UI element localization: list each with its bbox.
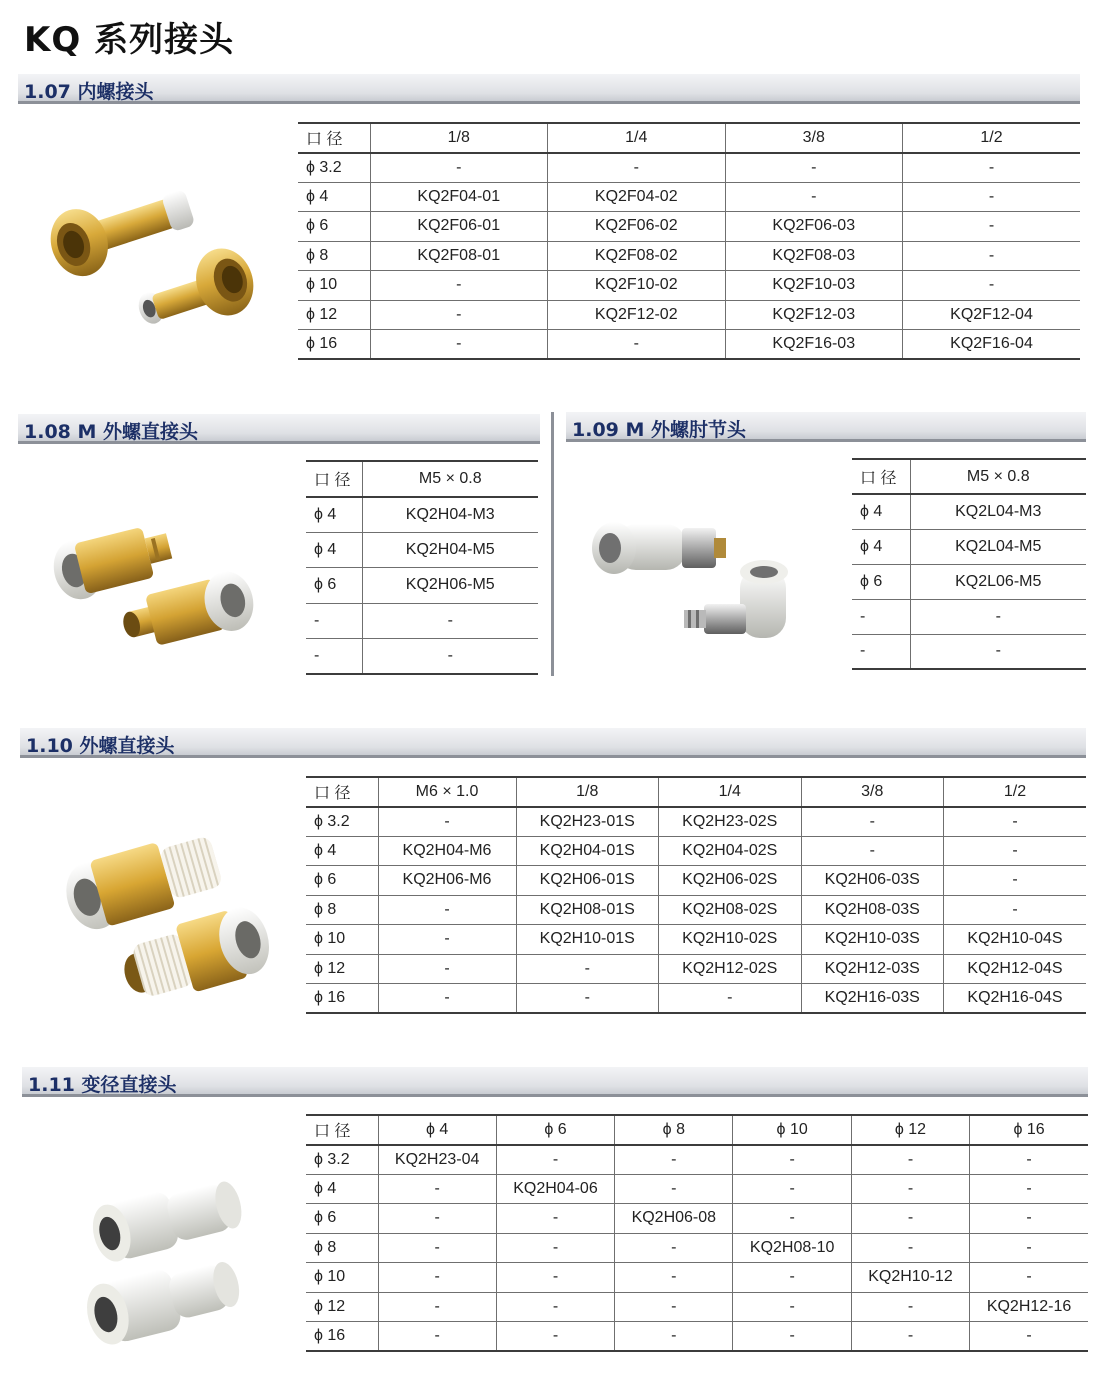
section-title-1-11: 1.11 变径直接头 (28, 1074, 177, 1096)
column-header: ϕ 6 (496, 1115, 614, 1145)
column-header: 1/4 (659, 777, 802, 807)
table-row (852, 564, 1086, 599)
table-row (306, 1292, 1088, 1322)
part-number-cell: - (944, 866, 1087, 896)
part-number-cell: KQ2F16-04 (903, 330, 1081, 360)
section-bar-1-09 (566, 412, 1086, 442)
part-number-cell: - (903, 241, 1081, 271)
part-number-cell: KQ2H04-M5 (362, 532, 538, 568)
part-number-cell: - (944, 807, 1087, 837)
bore-size-cell: ϕ 4 (852, 529, 910, 564)
part-number-cell: - (378, 895, 516, 925)
table-row (298, 330, 1080, 360)
part-number-cell: - (378, 1292, 496, 1322)
part-number-cell: KQ2H23-02S (659, 807, 802, 837)
table-row (298, 153, 1080, 183)
table-row (306, 1204, 1088, 1234)
part-number-cell: - (378, 1263, 496, 1293)
part-number-cell: - (548, 330, 726, 360)
bore-size-cell: ϕ 16 (306, 1322, 378, 1352)
table-row (298, 271, 1080, 301)
part-number-cell: - (903, 153, 1081, 183)
bore-size-cell: ϕ 8 (298, 241, 370, 271)
part-number-cell: - (944, 836, 1087, 866)
table-row (306, 568, 538, 604)
column-header: 1/8 (516, 777, 659, 807)
spec-table-1-09 (852, 458, 1086, 670)
bore-size-cell: ϕ 6 (306, 1204, 378, 1234)
part-number-cell: KQ2H04-M3 (362, 497, 538, 533)
part-number-cell: - (910, 634, 1086, 669)
bore-size-cell: ϕ 12 (306, 1292, 378, 1322)
part-number-cell: - (851, 1322, 969, 1352)
part-number-cell: KQ2L04-M3 (910, 494, 1086, 529)
part-number-cell: - (615, 1292, 733, 1322)
table-row (306, 1233, 1088, 1263)
part-number-cell: - (801, 807, 944, 837)
part-number-cell: - (496, 1204, 614, 1234)
bore-size-cell: - (306, 603, 362, 639)
part-number-cell: - (970, 1322, 1088, 1352)
bore-size-cell: ϕ 10 (306, 925, 378, 955)
section-bar-1-08 (18, 414, 540, 444)
part-number-cell: - (370, 330, 548, 360)
part-number-cell: KQ2H06-02S (659, 866, 802, 896)
bore-size-cell: ϕ 8 (306, 895, 378, 925)
bore-size-cell: ϕ 12 (306, 954, 378, 984)
part-number-cell: KQ2H06-08 (615, 1204, 733, 1234)
bore-size-cell: ϕ 10 (298, 271, 370, 301)
table-row (306, 925, 1086, 955)
part-number-cell: KQ2F10-03 (725, 271, 903, 301)
column-header: ϕ 4 (378, 1115, 496, 1145)
spec-table-1-11 (306, 1114, 1088, 1352)
column-header: 3/8 (801, 777, 944, 807)
bore-size-cell: ϕ 10 (306, 1263, 378, 1293)
part-number-cell: - (378, 954, 516, 984)
table-row (298, 300, 1080, 330)
part-number-cell: KQ2H10-12 (851, 1263, 969, 1293)
part-number-cell: - (733, 1263, 851, 1293)
part-number-cell: KQ2H23-01S (516, 807, 659, 837)
brass-male-connector-photo (50, 818, 270, 1008)
column-header: 1/2 (903, 123, 1081, 153)
part-number-cell: - (378, 807, 516, 837)
part-number-cell: - (851, 1292, 969, 1322)
part-number-cell: - (733, 1322, 851, 1352)
part-number-cell: - (496, 1145, 614, 1175)
table-row (306, 807, 1086, 837)
table-header-row (298, 123, 1080, 153)
part-number-cell: - (903, 212, 1081, 242)
part-number-cell: - (725, 182, 903, 212)
column-header: 1/8 (370, 123, 548, 153)
column-header: ϕ 8 (615, 1115, 733, 1145)
part-number-cell: KQ2H04-02S (659, 836, 802, 866)
column-header: ϕ 16 (970, 1115, 1088, 1145)
part-number-cell: KQ2H12-16 (970, 1292, 1088, 1322)
table-row (306, 866, 1086, 896)
part-number-cell: - (378, 1174, 496, 1204)
part-number-cell: KQ2H06-03S (801, 866, 944, 896)
part-number-cell: KQ2H08-03S (801, 895, 944, 925)
part-number-cell: KQ2H12-02S (659, 954, 802, 984)
bore-size-cell: - (852, 634, 910, 669)
part-number-cell: KQ2H04-M6 (378, 836, 516, 866)
part-number-cell: - (970, 1204, 1088, 1234)
part-number-cell: KQ2H16-04S (944, 984, 1087, 1014)
part-number-cell: KQ2F04-01 (370, 182, 548, 212)
part-number-cell: - (378, 1322, 496, 1352)
spec-table-1-08 (306, 460, 538, 675)
section-title-1-10: 1.10 外螺直接头 (26, 735, 175, 757)
bore-size-cell: ϕ 4 (306, 1174, 378, 1204)
part-number-cell: KQ2H12-04S (944, 954, 1087, 984)
part-number-cell: - (378, 1233, 496, 1263)
part-number-cell: KQ2H12-03S (801, 954, 944, 984)
part-number-cell: - (362, 639, 538, 675)
bore-size-cell: ϕ 4 (852, 494, 910, 529)
brass-straight-male-fitting-photo (44, 500, 264, 660)
part-number-cell: - (733, 1145, 851, 1175)
table-row (306, 1322, 1088, 1352)
part-number-cell: - (970, 1174, 1088, 1204)
part-number-cell: - (733, 1204, 851, 1234)
part-number-cell: KQ2F16-03 (725, 330, 903, 360)
part-number-cell: - (944, 895, 1087, 925)
part-number-cell: - (851, 1233, 969, 1263)
part-number-cell: - (615, 1174, 733, 1204)
column-header: 1/2 (944, 777, 1087, 807)
part-number-cell: KQ2H23-04 (378, 1145, 496, 1175)
part-number-cell: KQ2F08-03 (725, 241, 903, 271)
table-row (852, 634, 1086, 669)
part-number-cell: KQ2H06-01S (516, 866, 659, 896)
part-number-cell: - (615, 1145, 733, 1175)
part-number-cell: KQ2F08-02 (548, 241, 726, 271)
bore-size-cell: ϕ 4 (306, 532, 362, 568)
part-number-cell: - (615, 1322, 733, 1352)
part-number-cell: - (851, 1204, 969, 1234)
table-row (852, 529, 1086, 564)
bore-size-cell: ϕ 6 (306, 568, 362, 604)
column-header: 口 径 (852, 459, 910, 494)
part-number-cell: KQ2F06-02 (548, 212, 726, 242)
part-number-cell: KQ2H10-03S (801, 925, 944, 955)
part-number-cell: - (496, 1263, 614, 1293)
table-row (852, 494, 1086, 529)
table-row (298, 212, 1080, 242)
part-number-cell: KQ2F06-03 (725, 212, 903, 242)
part-number-cell: - (851, 1174, 969, 1204)
table-row (306, 895, 1086, 925)
column-header: 3/8 (725, 123, 903, 153)
part-number-cell: - (516, 954, 659, 984)
part-number-cell: - (725, 153, 903, 183)
section-title-1-09: 1.09 M 外螺肘节头 (572, 419, 747, 441)
part-number-cell: - (370, 153, 548, 183)
column-header: M6 × 1.0 (378, 777, 516, 807)
part-number-cell: - (378, 1204, 496, 1234)
table-row (306, 1174, 1088, 1204)
column-header: 1/4 (548, 123, 726, 153)
part-number-cell: - (378, 925, 516, 955)
part-number-cell: KQ2H08-01S (516, 895, 659, 925)
part-number-cell: KQ2H10-02S (659, 925, 802, 955)
part-number-cell: - (733, 1292, 851, 1322)
part-number-cell: KQ2L04-M5 (910, 529, 1086, 564)
part-number-cell: - (903, 271, 1081, 301)
bore-size-cell: ϕ 8 (306, 1233, 378, 1263)
part-number-cell: - (903, 182, 1081, 212)
bore-size-cell: ϕ 16 (298, 330, 370, 360)
bore-size-cell: ϕ 4 (306, 497, 362, 533)
part-number-cell: KQ2H06-M6 (378, 866, 516, 896)
part-number-cell: - (659, 984, 802, 1014)
table-row (306, 1145, 1088, 1175)
part-number-cell: - (378, 984, 516, 1014)
table-header-row (306, 461, 538, 497)
part-number-cell: KQ2H04-01S (516, 836, 659, 866)
brass-female-fitting-photo (40, 180, 270, 330)
part-number-cell: KQ2F12-02 (548, 300, 726, 330)
spec-table-1-07 (298, 122, 1080, 360)
section-title-1-07: 1.07 内螺接头 (24, 81, 154, 103)
part-number-cell: - (733, 1174, 851, 1204)
part-number-cell: - (370, 300, 548, 330)
part-number-cell: KQ2F10-02 (548, 271, 726, 301)
part-number-cell: - (910, 599, 1086, 634)
part-number-cell: KQ2L06-M5 (910, 564, 1086, 599)
part-number-cell: - (548, 153, 726, 183)
part-number-cell: - (970, 1233, 1088, 1263)
column-header: 口 径 (306, 461, 362, 497)
table-row (306, 603, 538, 639)
column-header: 口 径 (298, 123, 370, 153)
section-divider (551, 412, 554, 676)
part-number-cell: KQ2H06-M5 (362, 568, 538, 604)
table-header-row (852, 459, 1086, 494)
table-row (306, 954, 1086, 984)
bore-size-cell: - (306, 639, 362, 675)
page-title: KQ 系列接头 (24, 20, 235, 60)
table-header-row (306, 777, 1086, 807)
part-number-cell: - (801, 836, 944, 866)
part-number-cell: - (615, 1233, 733, 1263)
elbow-fitting-photo (586, 498, 806, 668)
part-number-cell: KQ2H04-06 (496, 1174, 614, 1204)
table-row (306, 532, 538, 568)
bore-size-cell: ϕ 12 (298, 300, 370, 330)
column-header: ϕ 12 (851, 1115, 969, 1145)
table-row (852, 599, 1086, 634)
table-row (306, 836, 1086, 866)
column-header: M5 × 0.8 (910, 459, 1086, 494)
column-header: ϕ 10 (733, 1115, 851, 1145)
spec-table-1-10 (306, 776, 1086, 1014)
table-row (306, 1263, 1088, 1293)
part-number-cell: - (362, 603, 538, 639)
table-row (306, 497, 538, 533)
part-number-cell: KQ2H10-01S (516, 925, 659, 955)
part-number-cell: KQ2H16-03S (801, 984, 944, 1014)
section-bar-1-10 (20, 728, 1086, 758)
table-row (306, 639, 538, 675)
bore-size-cell: ϕ 3.2 (306, 807, 378, 837)
bore-size-cell: ϕ 3.2 (306, 1145, 378, 1175)
bore-size-cell: ϕ 6 (298, 212, 370, 242)
part-number-cell: - (370, 271, 548, 301)
bore-size-cell: ϕ 16 (306, 984, 378, 1014)
part-number-cell: - (970, 1263, 1088, 1293)
part-number-cell: - (516, 984, 659, 1014)
part-number-cell: - (615, 1263, 733, 1293)
part-number-cell: KQ2F12-03 (725, 300, 903, 330)
table-header-row (306, 1115, 1088, 1145)
section-bar-1-11 (22, 1067, 1088, 1097)
bore-size-cell: ϕ 6 (852, 564, 910, 599)
part-number-cell: KQ2H08-02S (659, 895, 802, 925)
bore-size-cell: - (852, 599, 910, 634)
part-number-cell: KQ2H10-04S (944, 925, 1087, 955)
part-number-cell: - (970, 1145, 1088, 1175)
section-bar-1-07 (18, 74, 1080, 104)
bore-size-cell: ϕ 3.2 (298, 153, 370, 183)
part-number-cell: KQ2F06-01 (370, 212, 548, 242)
part-number-cell: KQ2F04-02 (548, 182, 726, 212)
bore-size-cell: ϕ 6 (306, 866, 378, 896)
part-number-cell: KQ2H08-10 (733, 1233, 851, 1263)
table-row (298, 182, 1080, 212)
part-number-cell: KQ2F12-04 (903, 300, 1081, 330)
part-number-cell: - (496, 1292, 614, 1322)
part-number-cell: - (851, 1145, 969, 1175)
column-header: 口 径 (306, 1115, 378, 1145)
part-number-cell: - (496, 1233, 614, 1263)
part-number-cell: KQ2F08-01 (370, 241, 548, 271)
bore-size-cell: ϕ 4 (298, 182, 370, 212)
column-header: M5 × 0.8 (362, 461, 538, 497)
column-header: 口 径 (306, 777, 378, 807)
table-row (306, 984, 1086, 1014)
table-row (298, 241, 1080, 271)
section-title-1-08: 1.08 M 外螺直接头 (24, 421, 199, 443)
bore-size-cell: ϕ 4 (306, 836, 378, 866)
part-number-cell: - (496, 1322, 614, 1352)
reducer-union-photo (70, 1170, 250, 1350)
